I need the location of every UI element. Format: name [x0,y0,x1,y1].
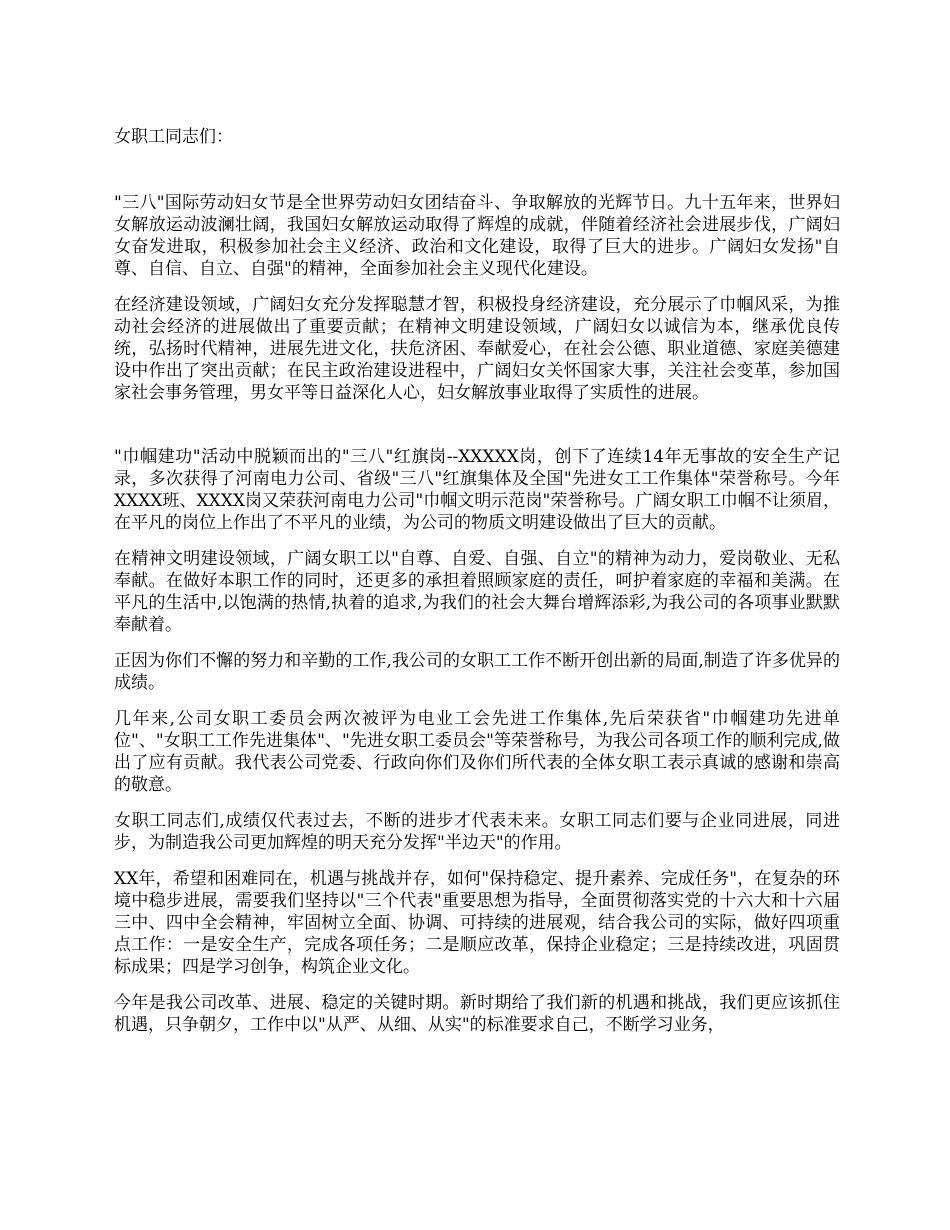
paragraph-honors: 几年来,公司女职工委员会两次被评为电业工会先进工作集体,先后荣获省"巾帼建功先进单位"、"女职工工作先进集体"、"先进女职工委员会"等荣誉称号，为我公司各项工作的顺利完成,做出了应有贡献。我代表公司党委、行政向你们及你们所代表的全体女职工表示真诚的感谢和崇高的敬意。 [114,709,840,795]
greeting: 女职工同志们： [114,127,233,147]
spacer [114,636,840,650]
spacer [114,280,840,294]
spacer [114,404,840,446]
spacer [114,978,840,992]
paragraph-red-flag-post: "巾帼建功"活动中脱颖而出的"三八"红旗岗--XXXXX岗，创下了连续14年无事故的安全生产记录，多次获得了河南电力公司、省级"三八"红旗集体及全国"先进女工工作集体"荣誉称号。今年XXXX班、XXXX岗又荣获河南电力公司"巾帼文明示范岗"荣誉称号。广阔女职工巾帼不让须眉，在平凡的岗位上作出了不平凡的业绩，为公司的物质文明建设做出了巨大的贡献。 [114,447,840,533]
spacer [114,854,840,868]
paragraph-key-tasks: XX年，希望和困难同在，机遇与挑战并存，如何"保持稳定、提升素养、完成任务"，在复杂的环境中稳步进展，需要我们坚持以"三个代表"重要思想为指导，全面贯彻落实党的十六大和十六届三中、四中全会精神，牢固树立全面、协调、可持续的进展观，结合我公司的实际，做好四项重点工作：一是安全生产，完成各项任务；二是顺应改革，保持企业稳定；三是持续改进，巩固贯标成果；四是学习创争，构筑企业文化。 [114,869,840,977]
paragraph-future: 女职工同志们,成绩仅代表过去，不断的进步才代表未来。女职工同志们要与企业同进展，同进步，为制造我公司更加辉煌的明天充分发挥"半边天"的作用。 [114,811,840,853]
document-body [114,118,840,1036]
spacer [114,148,840,192]
paragraph-achievements: 正因为你们不懈的努力和辛勤的工作,我公司的女职工工作不断开创出新的局面,制造了许多优异的成绩。 [114,651,840,693]
paragraph-economic-construction: 在经济建设领域，广阔妇女充分发挥聪慧才智，积极投身经济建设，充分展示了巾帼风采，为推动社会经济的进展做出了重要贡献；在精神文明建设领域，广阔妇女以诚信为本，继承优良传统，弘扬时代精神，进展先进文化，扶危济困、奉献爱心，在社会公德、职业道德、家庭美德建设中作出了突出贡献；在民主政治建设进程中，广阔妇女关怀国家大事，关注社会变革，参加国家社会事务管理，男女平等日益深化人心，妇女解放事业取得了实质性的进展。 [114,295,840,403]
paragraph-critical-period: 今年是我公司改革、进展、稳定的关键时期。新时期给了我们新的机遇和挑战，我们更应该抓住机遇，只争朝夕，工作中以"从严、从细、从实"的标准要求自己，不断学习业务， [114,993,840,1035]
spacer [114,796,840,810]
spacer [114,694,840,708]
paragraph-spiritual-civilization: 在精神文明建设领域，广阔女职工以"自尊、自爱、自强、自立"的精神为动力，爱岗敬业、无私奉献。在做好本职工作的同时，还更多的承担着照顾家庭的责任，呵护着家庭的幸福和美满。在平凡的生活中,以饱满的热情,执着的追求,为我们的社会大舞台增辉添彩,为我公司的各项事业默默奉献着。 [114,549,840,635]
paragraph-womens-day: "三八"国际劳动妇女节是全世界劳动妇女团结奋斗、争取解放的光辉节日。九十五年来，世界妇女解放运动波澜壮阔，我国妇女解放运动取得了辉煌的成就，伴随着经济社会进展步伐，广阔妇女奋发进取，积极参加社会主义经济、政治和文化建设，取得了巨大的进步。广阔妇女发扬"自尊、自信、自立、自强"的精神，全面参加社会主义现代化建设。 [114,193,840,279]
spacer [114,534,840,548]
